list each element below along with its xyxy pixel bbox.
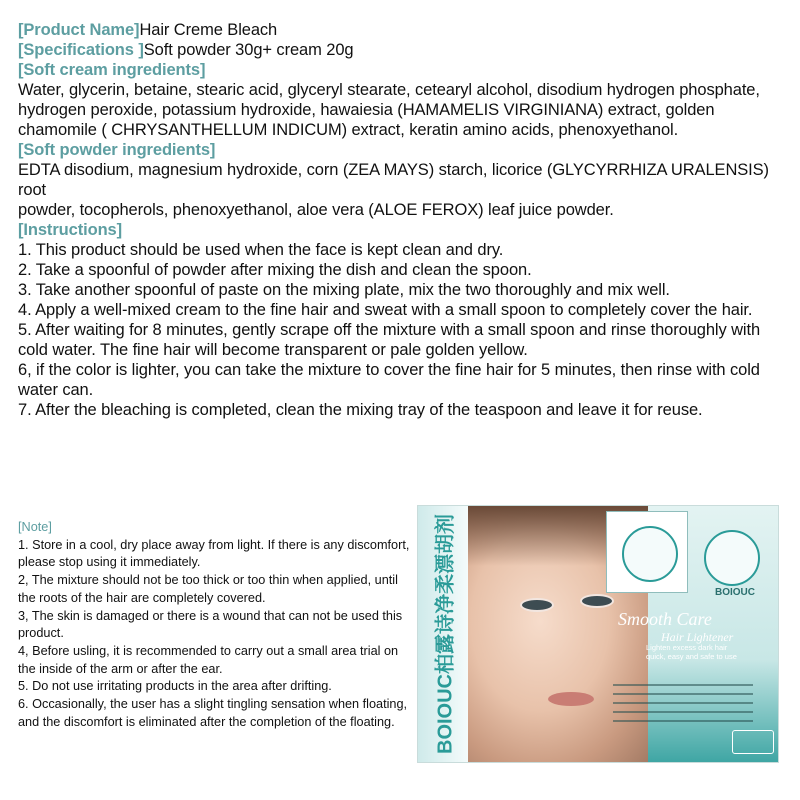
- note-item: 5. Do not use irritating products in the area after drifting.: [18, 679, 332, 694]
- cream-ingredients: Water, glycerin, betaine, stearic acid, glyceryl stearate, cetearyl alcohol, disodium hydrogen phosphate, hydrogen peroxide, potassium hydroxide, hawaiesia (HAMAMELIS VIRGINIANA) extract, golden chamomile ( CHRYSANTHELLUM INDICUM) extract, keratin amino acids, phenoxyethanol.: [18, 81, 760, 139]
- specifications-line: [18, 40, 794, 60]
- box-tagline: Lighten excess dark hair quick, easy and safe to use: [646, 643, 737, 661]
- product-details: [18, 20, 794, 420]
- model-eye: [520, 598, 554, 612]
- box-title: Smooth Care: [618, 609, 712, 629]
- note-item: 1. Store in a cool, dry place away from light. If there is any discomfort, please stop using it immediately.: [18, 537, 410, 570]
- instruction-step: 5. After waiting for 8 minutes, gently scrape off the mixture with a small spoon and rinse thoroughly with cold water. The fine hair will become transparent or pale golden yellow.: [18, 321, 761, 359]
- product-name-label: [Product Name]: [18, 21, 140, 39]
- powder-ingredients-1: EDTA disodium, magnesium hydroxide, corn (ZEA MAYS) starch, licorice (GLYCYRRHIZA URALENSIS) root: [18, 161, 769, 199]
- box-brand: BOIOUC: [715, 587, 755, 598]
- instruction-step: 2. Take a spoonful of powder after mixing the dish and clean the spoon.: [18, 261, 532, 279]
- box-subtitle: Hair Lightener: [661, 630, 734, 644]
- instruction-step: 6, if the color is lighter, you can take the mixture to cover the fine hair for 5 minutes, then rinse with cold water can.: [18, 361, 760, 399]
- note-item: 4, Before usling, it is recommended to carry out a small area trial on the inside of the arm or after the ear.: [18, 643, 399, 676]
- brand-seal-icon: [704, 530, 760, 586]
- note-item: 2, The mixture should not be too thick or too thin when applied, until the roots of the hair are completely covered.: [18, 573, 398, 605]
- instructions-label: [Instructions]: [18, 221, 123, 239]
- note-label: [Note]: [18, 520, 52, 534]
- model-lips: [548, 692, 594, 706]
- powder-ingredients-label: [Soft powder ingredients]: [18, 141, 216, 159]
- chinese-text-lines: [613, 684, 753, 724]
- product-box-image: [417, 505, 779, 763]
- spine-text: BOIOUC柏露诗净柔漂胡剂: [434, 514, 457, 754]
- certification-seal-icon: [622, 526, 678, 582]
- note-item: 3, The skin is damaged or there is a wound that can not be used this product.: [18, 608, 403, 641]
- treatment-badge: [732, 730, 774, 754]
- instruction-step: 7. After the bleaching is completed, clean the mixing tray of the teaspoon and leave it for reuse.: [18, 401, 703, 419]
- cream-ingredients-label: [Soft cream ingredients]: [18, 61, 206, 79]
- box-spine: [418, 506, 469, 762]
- product-name-line: [18, 20, 794, 40]
- instruction-step: 3. Take another spoonful of paste on the mixing plate, mix the two thoroughly and mix well.: [18, 281, 670, 299]
- model-eye: [580, 594, 614, 608]
- specifications-label: [Specifications ]: [18, 41, 144, 59]
- product-name: Hair Creme Bleach: [139, 21, 278, 39]
- note-section: [18, 519, 418, 731]
- instruction-step: 1. This product should be used when the face is kept clean and dry.: [18, 241, 504, 259]
- note-item: 6. Occasionally, the user has a slight tingling sensation when floating, and the discomfort is eliminated after the completion of the floating.: [18, 697, 408, 729]
- instruction-step: 4. Apply a well-mixed cream to the fine hair and sweat with a small spoon to completely cover the hair.: [18, 301, 753, 319]
- specifications: Soft powder 30g+ cream 20g: [143, 41, 354, 59]
- powder-ingredients-2: powder, tocopherols, phenoxyethanol, aloe vera (ALOE FEROX) leaf juice powder.: [18, 201, 614, 219]
